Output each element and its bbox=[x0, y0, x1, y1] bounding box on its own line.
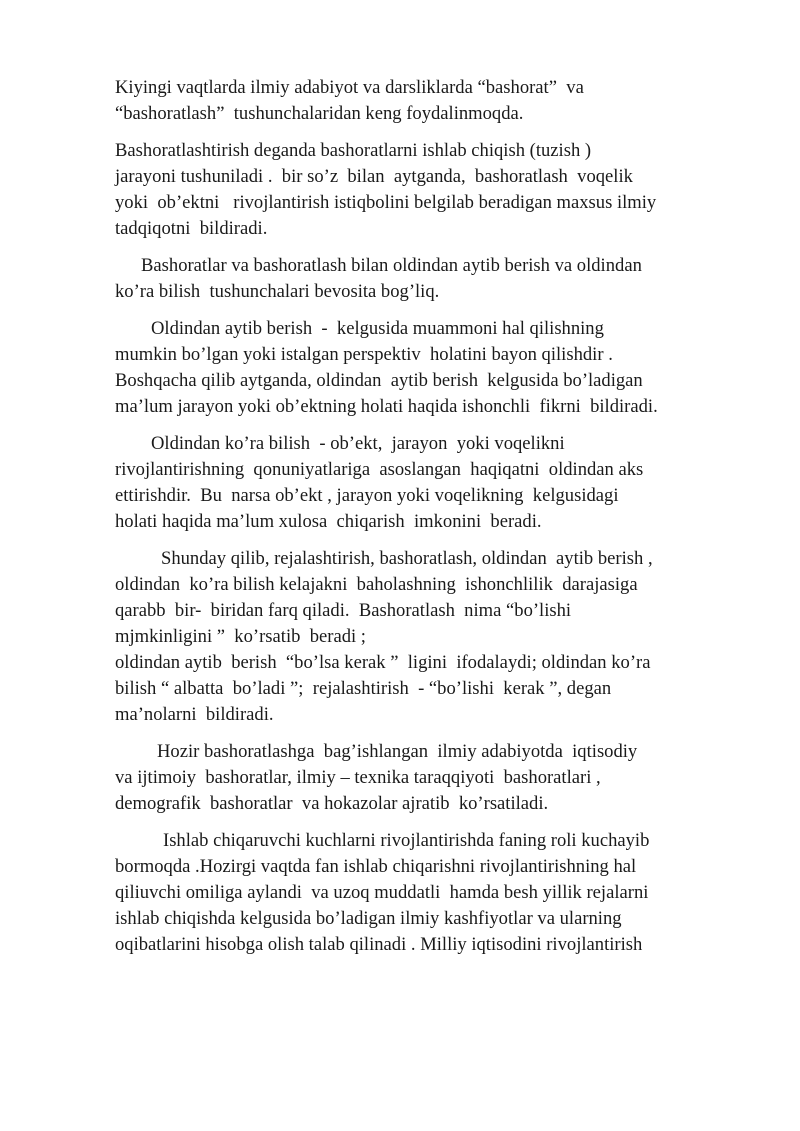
text-line: qiliuvchi omiliga aylandi va uzoq muddatli hamda besh yillik rejalarni bbox=[115, 882, 649, 903]
text-line: Bashoratlashtirish deganda bashoratlarni ishlab chiqish (tuzish ) bbox=[115, 140, 592, 161]
text-line: Ishlab chiqaruvchi kuchlarni rivojlantirishda faning roli kuchayib bbox=[163, 830, 650, 851]
text-line: Oldindan ko’ra bilish - ob’ekt, jarayon yoki voqelikni bbox=[151, 433, 565, 454]
text-line: holati haqida ma’lum xulosa chiqarish imkonini beradi. bbox=[115, 511, 542, 532]
text-line: demografik bashoratlar va hokazolar ajratib ko’rsatiladi. bbox=[115, 793, 549, 814]
text-line: ma’nolarni bildiradi. bbox=[115, 704, 274, 725]
paragraph-4 bbox=[115, 316, 755, 420]
paragraph-1 bbox=[115, 75, 755, 127]
text-line: “bashoratlash” tushunchalaridan keng foydalinmoqda. bbox=[115, 103, 524, 124]
text-line: mumkin bo’lgan yoki istalgan perspektiv holatini bayon qilishdir . bbox=[115, 344, 613, 365]
text-line: ettirishdir. Bu narsa ob’ekt , jarayon yoki voqelikning kelgusidagi bbox=[115, 485, 619, 506]
text-line: yoki ob’ektni rivojlantirish istiqbolini belgilab beradigan maxsus ilmiy bbox=[115, 192, 657, 213]
text-line: bormoqda .Hozirgi vaqtda fan ishlab chiqarishni rivojlantirishning hal bbox=[115, 856, 637, 877]
paragraph-7 bbox=[115, 739, 755, 817]
text-line: qarabb bir- biridan farq qiladi. Bashoratlash nima “bo’lishi bbox=[115, 600, 572, 621]
text-line: Bashoratlar va bashoratlash bilan oldindan aytib berish va oldindan bbox=[141, 255, 642, 276]
text-line: tadqiqotni bildiradi. bbox=[115, 218, 268, 239]
text-line: Hozir bashoratlashga bag’ishlangan ilmiy adabiyotda iqtisodiy bbox=[157, 741, 638, 762]
text-line: oldindan ko’ra bilish kelajakni baholashning ishonchlilik darajasiga bbox=[115, 574, 638, 595]
text-line: ma’lum jarayon yoki ob’ektning holati haqida ishonchli fikrni bildiradi. bbox=[115, 396, 658, 417]
paragraph-6 bbox=[115, 546, 755, 728]
paragraph-3 bbox=[115, 253, 755, 305]
paragraph-5 bbox=[115, 431, 755, 535]
text-line: jarayoni tushuniladi . bir so’z bilan aytganda, bashoratlash voqelik bbox=[115, 166, 633, 187]
paragraph-8 bbox=[115, 828, 755, 958]
text-line: Kiyingi vaqtlarda ilmiy adabiyot va darsliklarda “bashorat” va bbox=[115, 77, 584, 98]
document-body bbox=[115, 75, 755, 969]
text-line: mjmkinligini ” ko’rsatib beradi ; bbox=[115, 626, 366, 647]
text-line: Oldindan aytib berish - kelgusida muammoni hal qilishning bbox=[151, 318, 604, 339]
text-line: Boshqacha qilib aytganda, oldindan aytib berish kelgusida bo’ladigan bbox=[115, 370, 643, 391]
text-line: oldindan aytib berish “bo’lsa kerak ” ligini ifodalaydi; oldindan ko’ra bbox=[115, 652, 651, 673]
text-line: Shunday qilib, rejalashtirish, bashoratlash, oldindan aytib berish , bbox=[161, 548, 653, 569]
text-line: va ijtimoiy bashoratlar, ilmiy – texnika taraqqiyoti bashoratlari , bbox=[115, 767, 601, 788]
text-line: ishlab chiqishda kelgusida bo’ladigan ilmiy kashfiyotlar va ularning bbox=[115, 908, 622, 929]
paragraph-2 bbox=[115, 138, 755, 242]
text-line: oqibatlarini hisobga olish talab qilinadi . Milliy iqtisodini rivojlantirish bbox=[115, 934, 643, 955]
text-line: bilish “ albatta bo’ladi ”; rejalashtirish - “bo’lishi kerak ”, degan bbox=[115, 678, 612, 699]
text-line: rivojlantirishning qonuniyatlariga asoslangan haqiqatni oldindan aks bbox=[115, 459, 644, 480]
text-line: ko’ra bilish tushunchalari bevosita bog’liq. bbox=[115, 281, 440, 302]
